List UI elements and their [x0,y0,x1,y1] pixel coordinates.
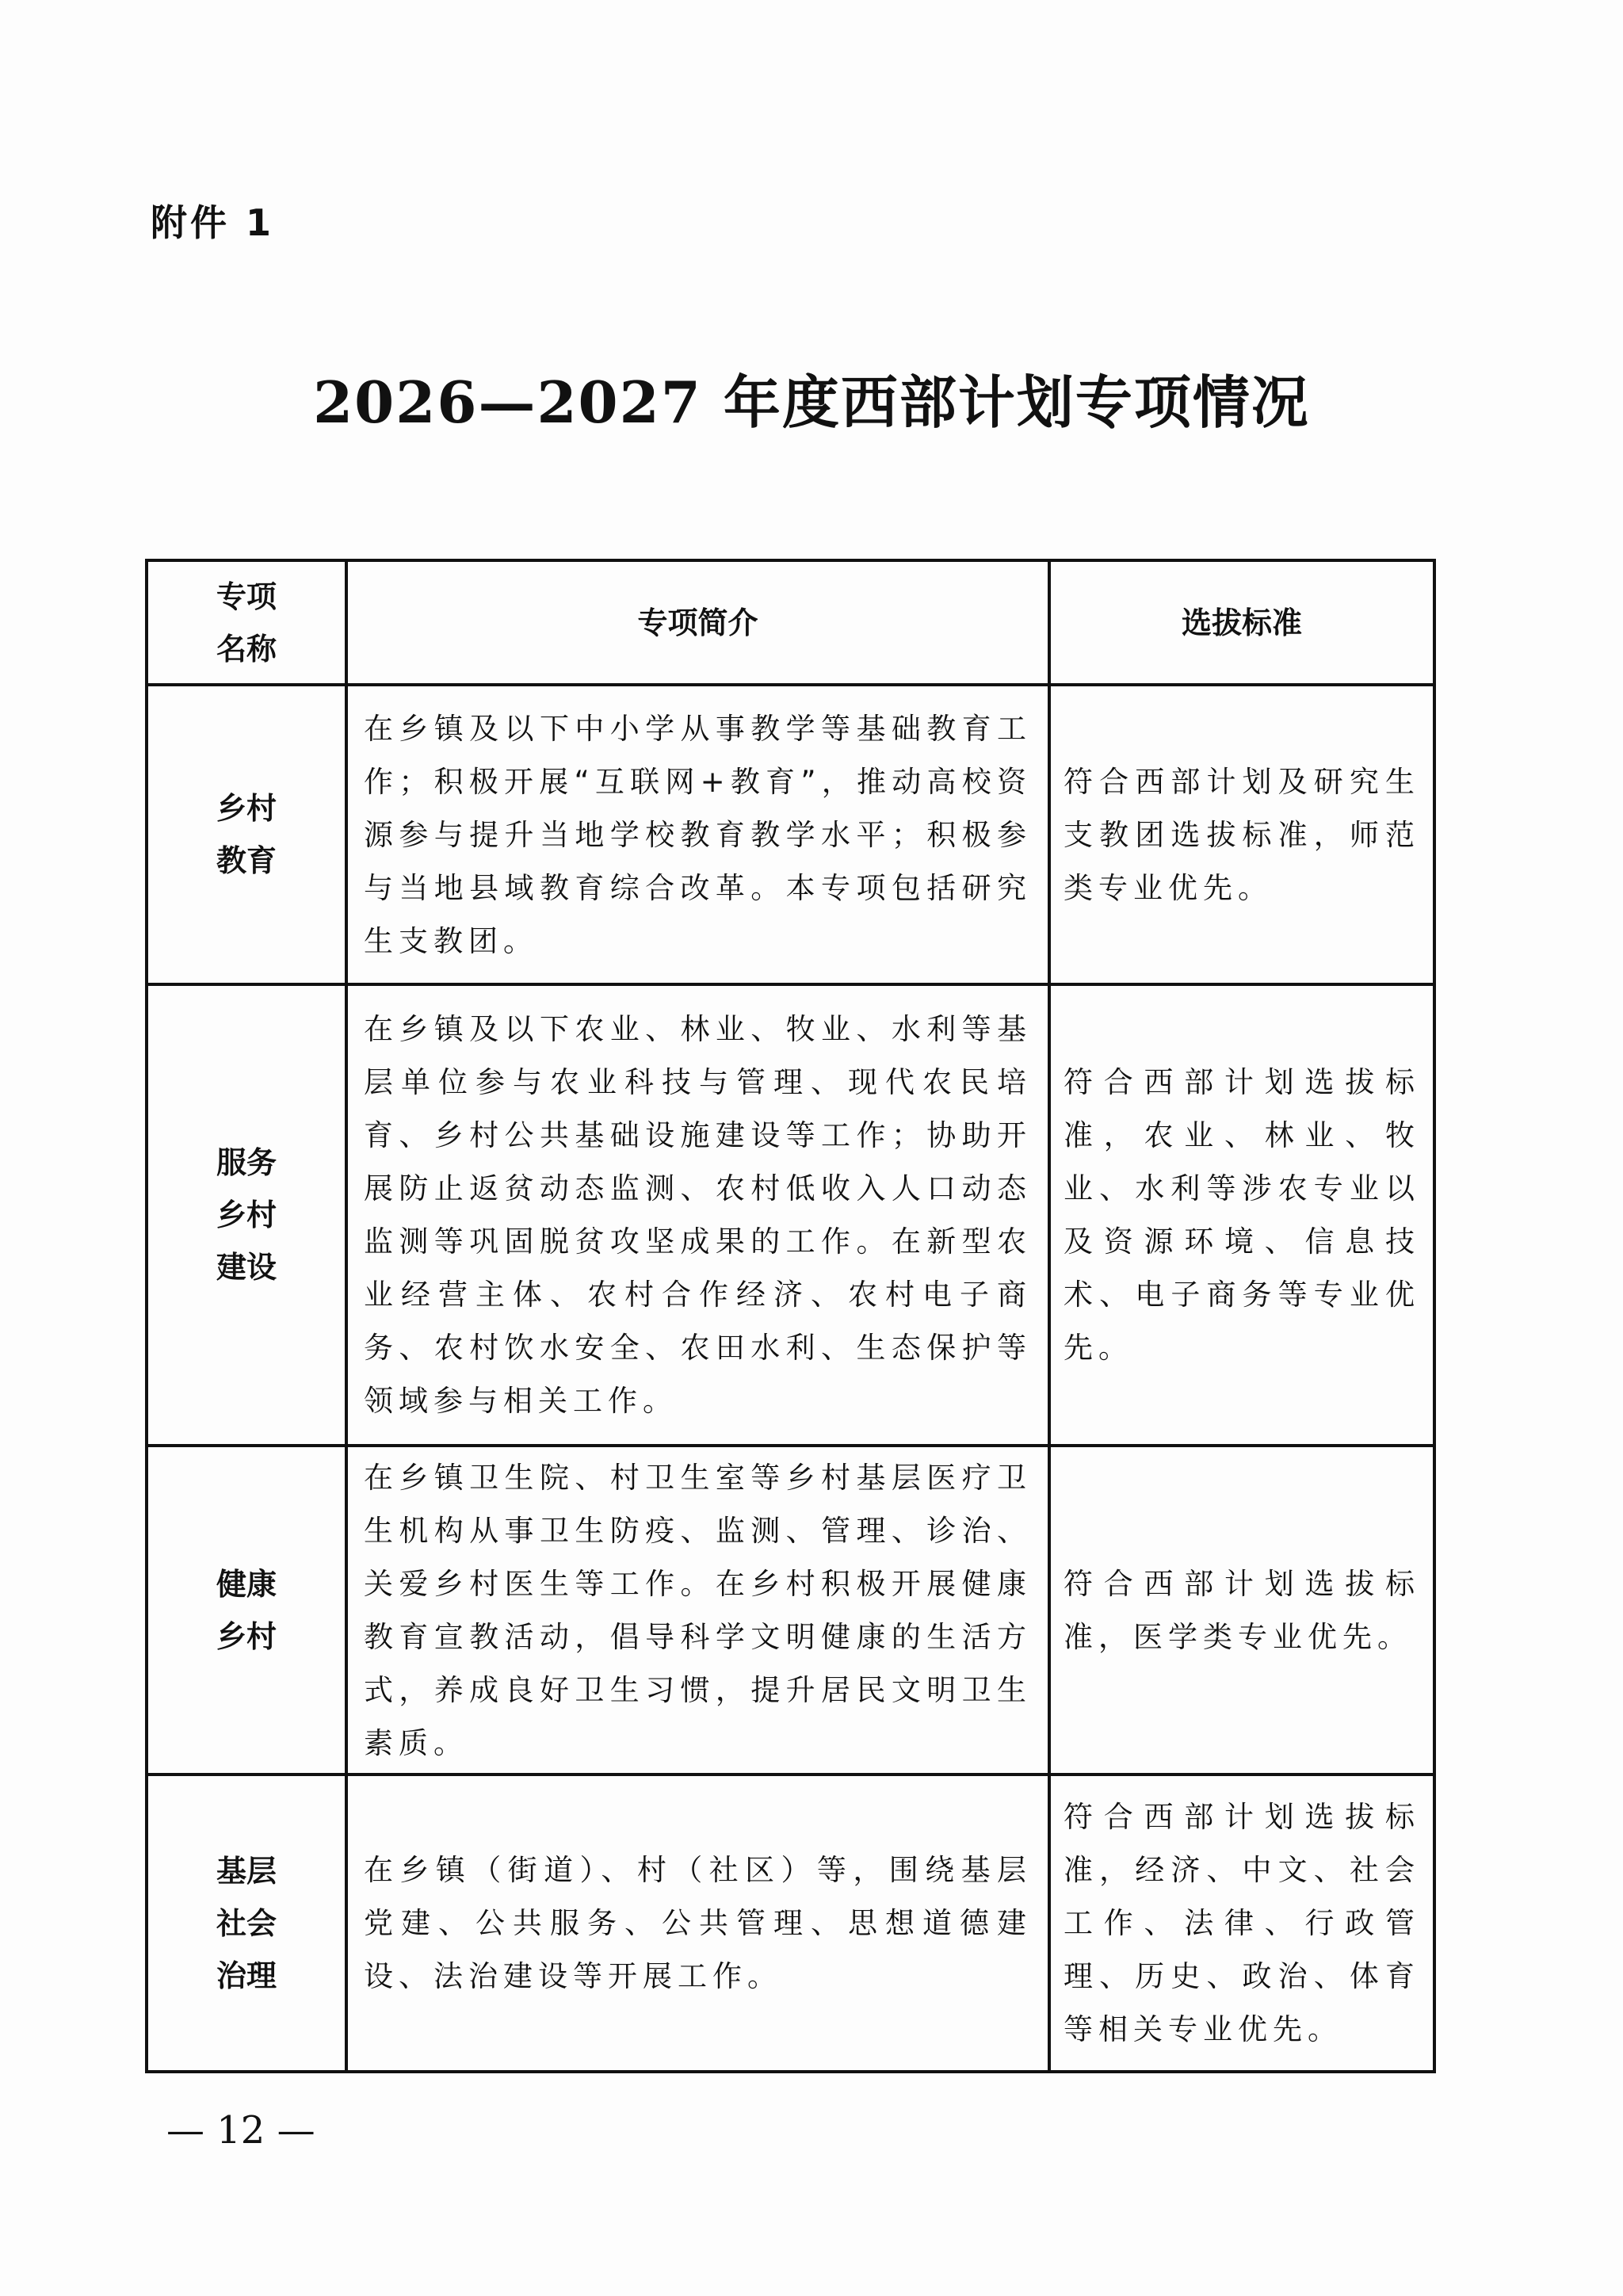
project-intro: 在乡镇及以下农业、林业、牧业、水利等基层单位参与农业科技与管理、现代农民培育、乡村公共基础设施建设等工作；协助开展防止返贫动态监测、农村低收入人口动态监测等巩固脱贫攻坚成果的工作。在新型农业经营主体、农村合作经济、农村电子商务、农村饮水安全、农田水利、生态保护等领域参与相关工作。 [346,984,1049,1446]
header-project-intro: 专项简介 [346,560,1049,685]
project-name-line: 健康 [216,1566,277,1602]
page-number: — 12 — [166,2108,315,2153]
project-intro: 在乡镇及以下中小学从事教学等基础教育工作；积极开展“互联网+教育”，推动高校资源参与提升当地学校教育教学水平；积极参与当地县域教育综合改革。本专项包括研究生支教团。 [346,685,1049,984]
project-intro: 在乡镇（街道）、村（社区）等，围绕基层党建、公共服务、公共管理、思想道德建设、法治建设等开展工作。 [346,1775,1049,2072]
selection-criteria: 符合西部计划选拔标准，农业、林业、牧业、水利等涉农专业以及资源环境、信息技术、电子商务等专业优先。 [1049,984,1434,1446]
project-name-line: 建设 [216,1250,277,1285]
project-name-line: 乡村 [216,791,277,826]
table-row [147,1775,1434,2072]
table-header-row [147,560,1434,685]
attachment-label: 附件 1 [151,201,275,244]
header-name-line: 名称 [216,631,277,667]
page-title: 2026—2027 年度西部计划专项情况 [313,369,1310,436]
selection-criteria: 符合西部计划选拔标准，医学类专业优先。 [1049,1446,1434,1775]
table-row [147,685,1434,984]
selection-criteria: 符合西部计划选拔标准，经济、中文、社会工作、法律、行政管理、历史、政治、体育等相关专业优先。 [1049,1775,1434,2072]
project-name [147,1446,346,1775]
project-intro: 在乡镇卫生院、村卫生室等乡村基层医疗卫生机构从事卫生防疫、监测、管理、诊治、关爱乡村医生等工作。在乡村积极开展健康教育宣教活动，倡导科学文明健康的生活方式，养成良好卫生习惯，提升居民文明卫生素质。 [346,1446,1049,1775]
project-name [147,984,346,1446]
project-name-line: 基层 [216,1853,277,1889]
project-name-line: 乡村 [216,1198,277,1232]
project-name-line: 治理 [216,1958,277,1993]
project-name-line: 乡村 [216,1618,277,1654]
header-name-line: 专项 [216,579,277,614]
project-name [147,685,346,984]
header-project-name [147,560,346,685]
project-name-line: 教育 [216,843,277,878]
selection-criteria: 符合西部计划及研究生支教团选拔标准，师范类专业优先。 [1049,685,1434,984]
header-selection-criteria: 选拔标准 [1049,560,1434,685]
project-name-line: 社会 [216,1905,277,1941]
table-row [147,1446,1434,1775]
project-name [147,1775,346,2072]
table-row [147,984,1434,1446]
special-projects-table [145,559,1436,2073]
project-name-line: 服务 [216,1145,277,1180]
